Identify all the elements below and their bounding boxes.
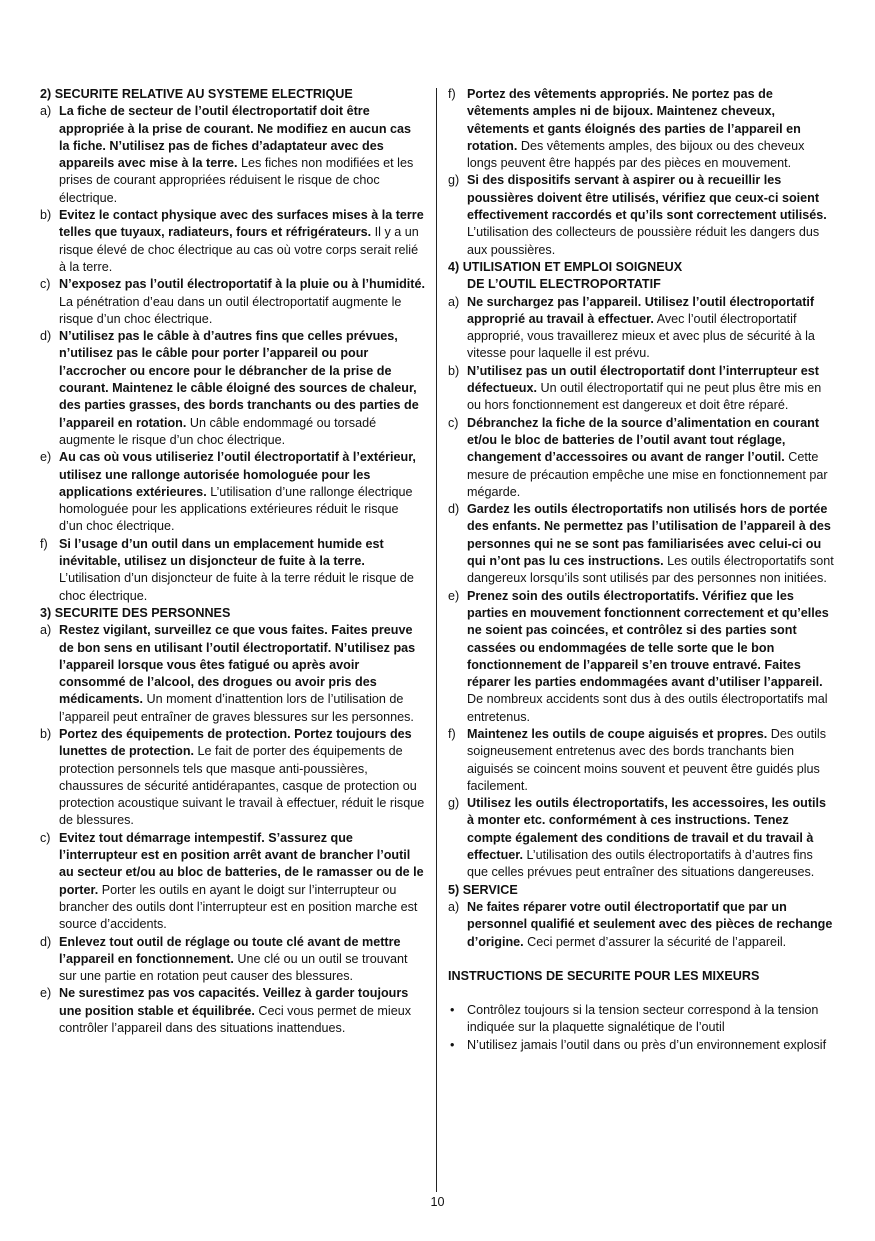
list-item bbox=[40, 449, 425, 535]
item-text: Des outils soigneusement entretenus avec des bords tranchants bien aiguisés se coincent moins souvent et peuvent être guidés plus facilement. bbox=[467, 726, 827, 793]
item-bold-text: N’utilisez pas le câble à d’autres fins que celles prévues, n’utilisez pas le câble pour porter l’appareil ou pour l’accrocher ou encore pour le débrancher de la prise de courant. Maintenez le câble éloigné des sources de chaleur, des parties grasses, des bords tranchants ou des parties de l’appareil en rotation. bbox=[59, 329, 419, 430]
item-bold-text: Ne faites réparer votre outil électroportatif que par un personnel qualifié et seulement avec des pièces de rechange d’origine. bbox=[467, 899, 833, 949]
item-text: Un outil électroportatif qui ne peut plus être mis en ou hors fonctionnement est dangereux et doit être réparé. bbox=[467, 381, 822, 413]
item-bold-text: Evitez le contact physique avec des surfaces mises à la terre telles que tuyaux, radiateurs, fours et réfrigérateurs. bbox=[59, 208, 424, 240]
item-bold-text: Evitez tout démarrage intempestif. S’assurez que l’interrupteur est en position arrêt avant de brancher l’outil au secteur et/ou au bloc de batteries, de le ramasser ou de le porter. bbox=[59, 830, 424, 897]
item-text: Ceci permet d’assurer la sécurité de l’appareil. bbox=[523, 934, 787, 949]
item-marker: g) bbox=[448, 796, 460, 811]
item-bold-text: Portez des équipements de protection. Portez toujours des lunettes de protection. bbox=[59, 726, 412, 759]
item-marker: a) bbox=[448, 899, 460, 914]
item-text: Porter les outils en ayant le doigt sur l’interrupteur ou brancher des outils dont l’interrupteur est en position marche est source d’accidents. bbox=[59, 882, 418, 932]
item-marker: d) bbox=[40, 329, 52, 344]
column-divider bbox=[436, 88, 437, 1192]
item-bold-text: Maintenez les outils de coupe aiguisés et propres. bbox=[467, 726, 768, 741]
bullet-text: N’utilisez jamais l’outil dans ou près d’un environnement explosif bbox=[467, 1037, 827, 1052]
list-item bbox=[448, 899, 836, 951]
item-bold-text: Utilisez les outils électroportatifs, les accessoires, les outils à monter etc. conformément à ces instructions. Tenez compte également des conditions de travail et du travail à effectuer. bbox=[467, 796, 827, 863]
item-text: Ceci vous permet de mieux contrôler l’appareil dans des situations inattendues. bbox=[59, 1003, 412, 1036]
list-item bbox=[448, 1002, 836, 1037]
right-column bbox=[448, 86, 836, 1054]
item-bold-text: Ne surchargez pas l’appareil. Utilisez l’outil électroportatif approprié au travail à effectuer. bbox=[467, 294, 815, 326]
item-marker: d) bbox=[40, 934, 52, 949]
list-item bbox=[40, 985, 425, 1037]
list-item bbox=[448, 294, 836, 363]
item-text: Il y a un risque élevé de choc électrique au cas où votre corps serait relié à la terre. bbox=[59, 225, 419, 274]
item-text: L’utilisation des collecteurs de poussière réduit les dangers dus aux poussières. bbox=[467, 225, 820, 257]
item-bold-text: Débranchez la fiche de la source d’alimentation en courant et/ou le bloc de batteries de l’outil avant tout réglage, changement d’accessoires ou avant de ranger l’outil. bbox=[467, 415, 820, 465]
item-text: Avec l’outil électroportatif approprié, vous travaillerez mieux et avec plus de sécurité à la vitesse pour laquelle il est prévu. bbox=[467, 311, 815, 361]
item-bold-text: Restez vigilant, surveillez ce que vous faites. Faites preuve de bon sens en utilisant l’outil électroportatif. N’utilisez pas l’appareil lorsque vous êtes fatigué ou après avoir consommé de l’alcool, des drogues ou avoir pris des médicaments. bbox=[59, 623, 416, 707]
list-item bbox=[40, 622, 425, 726]
list-item bbox=[40, 103, 425, 207]
list-item bbox=[40, 276, 425, 328]
right-column-items bbox=[448, 86, 836, 951]
item-marker: e) bbox=[448, 588, 460, 603]
list-item bbox=[448, 795, 836, 881]
list-item bbox=[40, 207, 425, 276]
item-marker: b) bbox=[40, 726, 52, 741]
item-bold-text: Portez des vêtements appropriés. Ne portez pas de vêtements amples ni de bijoux. Maintenez cheveux, vêtements et gants éloignés des parties de l’appareil en rotation. bbox=[467, 87, 801, 153]
item-text: Un câble endommagé ou torsadé augmente le risque d’un choc électrique. bbox=[59, 415, 377, 447]
item-marker: d) bbox=[448, 502, 460, 517]
item-bold-text: La fiche de secteur de l’outil électroportatif doit être appropriée à la prise de courant. Ne modifiez en aucun cas la fiche. N’utilisez pas de fiches d’adaptateur avec des appareils avec mise à la terre. bbox=[59, 104, 412, 171]
section-heading: 5) SERVICE bbox=[448, 882, 518, 897]
section-heading: 4) UTILISATION ET EMPLOI SOIGNEUX bbox=[448, 259, 683, 274]
item-bold-text: Gardez les outils électroportatifs non utilisés hors de portée des enfants. Ne permettez pas l’utilisation de l’appareil à des personnes qui ne se sont pas familiarisées avec celui-ci ou qui n’ont pas lu ces instructions. bbox=[467, 502, 831, 569]
item-bold-text: Enlevez tout outil de réglage ou toute clé avant de mettre l’appareil en fonctionnement. bbox=[59, 934, 401, 966]
item-marker: f) bbox=[448, 87, 456, 101]
section-heading: 3) SECURITE DES PERSONNES bbox=[40, 605, 231, 620]
item-text: La pénétration d’eau dans un outil électroportatif augmente le risque d’un choc électrique. bbox=[59, 294, 402, 326]
item-marker: c) bbox=[448, 415, 459, 430]
item-bold-text: Si des dispositifs servant à aspirer ou à recueillir les poussières doivent être utilisés, vérifiez que ceux-ci soient effectivement raccordés et qu’ils sont correctement utilisés. bbox=[467, 173, 827, 223]
item-marker: c) bbox=[40, 277, 51, 292]
bullet-marker: • bbox=[450, 1003, 455, 1018]
list-item bbox=[40, 536, 425, 605]
item-marker: e) bbox=[40, 450, 52, 465]
section-heading: 2) SECURITE RELATIVE AU SYSTEME ELECTRIQUE bbox=[40, 87, 353, 101]
bullet-list bbox=[448, 1002, 836, 1054]
item-text: L’utilisation d’un disjoncteur de fuite à la terre réduit le risque de choc électrique. bbox=[59, 571, 414, 603]
item-bold-text: N’utilisez pas un outil électroportatif dont l’interrupteur est défectueux. bbox=[467, 363, 819, 396]
page-number: 10 bbox=[430, 1195, 445, 1209]
item-text: L’utilisation d’une rallonge électrique homologuée pour les applications extérieures réduit le risque d’un choc électrique. bbox=[59, 484, 413, 534]
item-text: Le fait de porter des équipements de protection personnels tels que masque anti-poussières, chaussures de sécurité antidérapantes, casque de protection ou protection acoustique suivant le travail à effectuer, réduit le risque de blessures. bbox=[59, 744, 425, 828]
list-item bbox=[448, 588, 836, 726]
item-marker: b) bbox=[40, 208, 52, 223]
item-marker: g) bbox=[448, 173, 460, 188]
item-bold-text: Au cas où vous utiliseriez l’outil électroportatif à l’extérieur, utilisez une rallonge autorisée homologuée pour les applications extérieures. bbox=[59, 450, 416, 499]
list-item bbox=[448, 726, 836, 795]
section-heading: DE L’OUTIL ELECTROPORTATIF bbox=[467, 277, 661, 292]
list-item bbox=[448, 172, 836, 258]
item-text: Cette mesure de précaution empêche une mise en fonctionnement par mégarde. bbox=[467, 450, 828, 499]
list-item bbox=[40, 726, 425, 830]
list-item bbox=[40, 328, 425, 449]
list-item bbox=[448, 501, 836, 587]
list-item bbox=[448, 415, 836, 501]
list-item bbox=[448, 363, 836, 415]
mixer-instructions-heading: INSTRUCTIONS DE SECURITE POUR LES MIXEURS bbox=[448, 968, 760, 983]
list-item bbox=[448, 1037, 836, 1054]
item-marker: b) bbox=[448, 363, 460, 378]
item-text: Les fiches non modifiées et les prises de courant appropriées réduisent le risque de choc électrique. bbox=[59, 156, 414, 205]
list-item bbox=[40, 830, 425, 934]
bullet-marker: • bbox=[450, 1037, 455, 1052]
bullet-text: Contrôlez toujours si la tension secteur correspond à la tension indiquée sur la plaquette signalétique de l’outil bbox=[467, 1003, 819, 1035]
list-item bbox=[40, 934, 425, 986]
item-bold-text: Si l’usage d’un outil dans un emplacement humide est inévitable, utilisez un disjoncteur de fuite à la terre. bbox=[59, 536, 384, 569]
item-text: L’utilisation des outils électroportatifs à d’autres fins que celles prévues peut entraîner des situations dangereuses. bbox=[467, 848, 815, 880]
left-column bbox=[40, 86, 425, 1037]
item-text: Les outils électroportatifs sont dangereux lorsqu’ils sont utilisés par des personnes non initiées. bbox=[467, 554, 834, 586]
item-bold-text: Prenez soin des outils électroportatifs. Vérifiez que les parties en mouvement fonctionnent correctement et qu’elles ne soient pas coincées, et contrôlez si des parties sont cassées ou endommagées de telle sorte que le bon fonctionnement de l’appareil s’en trouve entravé. Faites réparer les parties endommagées avant d’utiliser l’appareil. bbox=[467, 588, 829, 690]
list-item bbox=[448, 86, 836, 172]
item-marker: a) bbox=[40, 623, 52, 638]
item-bold-text: N’exposez pas l’outil électroportatif à la pluie ou à l’humidité. bbox=[59, 277, 425, 292]
item-marker: e) bbox=[40, 986, 52, 1001]
item-marker: a) bbox=[448, 294, 460, 309]
item-bold-text: Ne surestimez pas vos capacités. Veillez à garder toujours une position stable et équilibrée. bbox=[59, 986, 409, 1018]
item-text: De nombreux accidents sont dus à des outils électroportatifs mal entretenus. bbox=[467, 692, 828, 724]
item-marker: f) bbox=[40, 536, 48, 551]
item-text: Des vêtements amples, des bijoux ou des cheveux longs peuvent être happés par des pièces en mouvement. bbox=[467, 138, 805, 171]
item-marker: c) bbox=[40, 830, 51, 845]
item-text: Un moment d’inattention lors de l’utilisation de l’appareil peut entraîner de graves blessures sur les personnes. bbox=[59, 692, 414, 724]
item-marker: f) bbox=[448, 726, 456, 741]
item-text: Une clé ou un outil se trouvant sur une partie en rotation peut causer des blessures. bbox=[59, 951, 408, 984]
item-marker: a) bbox=[40, 104, 52, 119]
